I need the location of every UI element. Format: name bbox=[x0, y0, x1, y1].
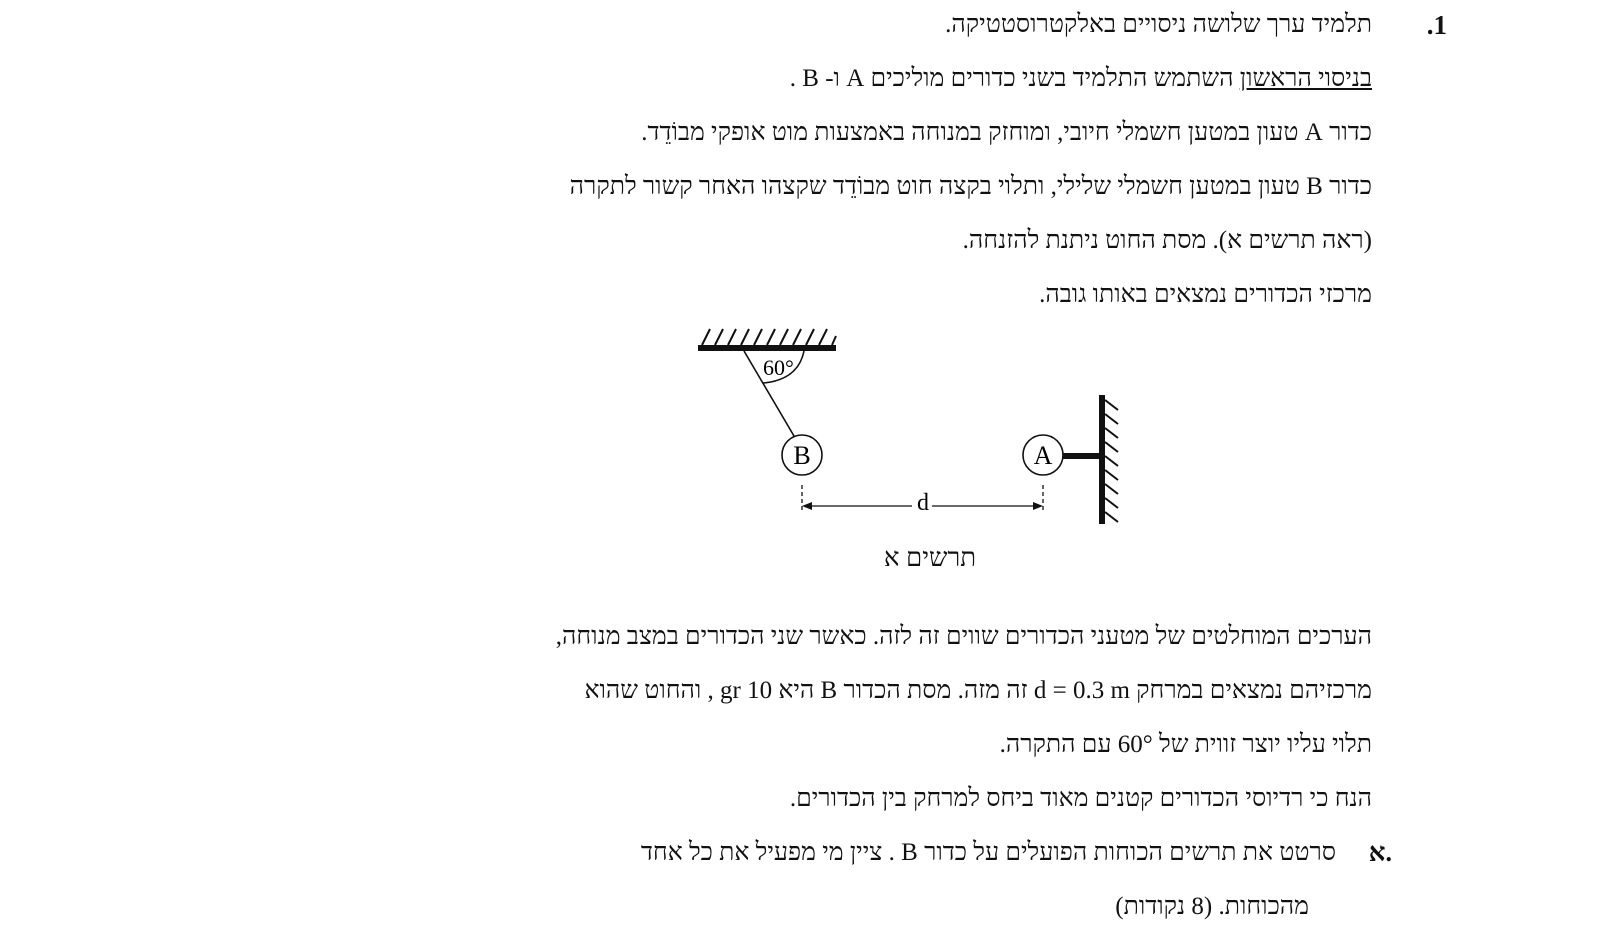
wall bbox=[1102, 395, 1118, 524]
figure-caption: תרשים א bbox=[883, 543, 977, 572]
ceiling bbox=[698, 329, 836, 348]
radius-assumption-line: הנח כי רדיוסי הכדורים קטנים מאוד ביחס למרחק בין הכדורים. bbox=[789, 785, 1372, 812]
first-experiment-text: השתמש התלמיד בשני כדורים מוליכים A ו- B . bbox=[789, 65, 1240, 92]
ball-a-description: כדור A טעון במטען חשמלי חיובי, ומוחזק במנוחה באמצעות מוט אופקי מבוֹדֵד. bbox=[641, 119, 1372, 146]
charges-equal-line: הערכים המוחלטים של מטעני הכדורים שווים זה לזה. כאשר שני הכדורים במצב מנוחה, bbox=[555, 623, 1372, 650]
sub-question-text: סרטט את תרשים הכוחות הפועלים על כדור B . ציין מי מפעיל את כל אחד bbox=[640, 839, 1336, 866]
same-height-note: מרכזי הכדורים נמצאים באותו גובה. bbox=[1039, 281, 1372, 308]
intro-line: תלמיד ערך שלושה ניסויים באלקטרוסטטיקה. bbox=[945, 11, 1372, 38]
ball-b-description: כדור B טעון במטען חשמלי שלילי, ותלוי בקצה חוט מבוֹדֵד שקצהו האחר קשור לתקרה bbox=[569, 173, 1372, 200]
angle-label: 60° bbox=[763, 355, 794, 380]
sub-question-points: מהכוחות. (8 נקודות) bbox=[1115, 893, 1309, 920]
string-mass-note: (ראה תרשים א). מסת החוט ניתנת להזנחה. bbox=[962, 227, 1372, 254]
angle-line: תלוי עליו יוצר זווית של 60° עם התקרה. bbox=[999, 731, 1372, 758]
ball-a-label: A bbox=[1033, 441, 1053, 470]
first-experiment-heading: בניסוי הראשון bbox=[1239, 65, 1372, 92]
distance-label: d bbox=[917, 490, 929, 516]
diagram-figure bbox=[690, 320, 1130, 535]
sub-question-letter: א. bbox=[1368, 838, 1392, 867]
ball-b bbox=[782, 435, 822, 475]
ball-a bbox=[1023, 435, 1063, 475]
question-number: .1 bbox=[1426, 10, 1447, 40]
first-experiment-line bbox=[790, 64, 1372, 94]
ball-b-label: B bbox=[793, 441, 811, 470]
distance-marker bbox=[802, 485, 1043, 516]
distance-mass-line: מרכזיהם נמצאים במרחק d = 0.3 m זה מזה. מסת הכדור B היא 10 gr , והחוט שהוא bbox=[584, 677, 1372, 704]
